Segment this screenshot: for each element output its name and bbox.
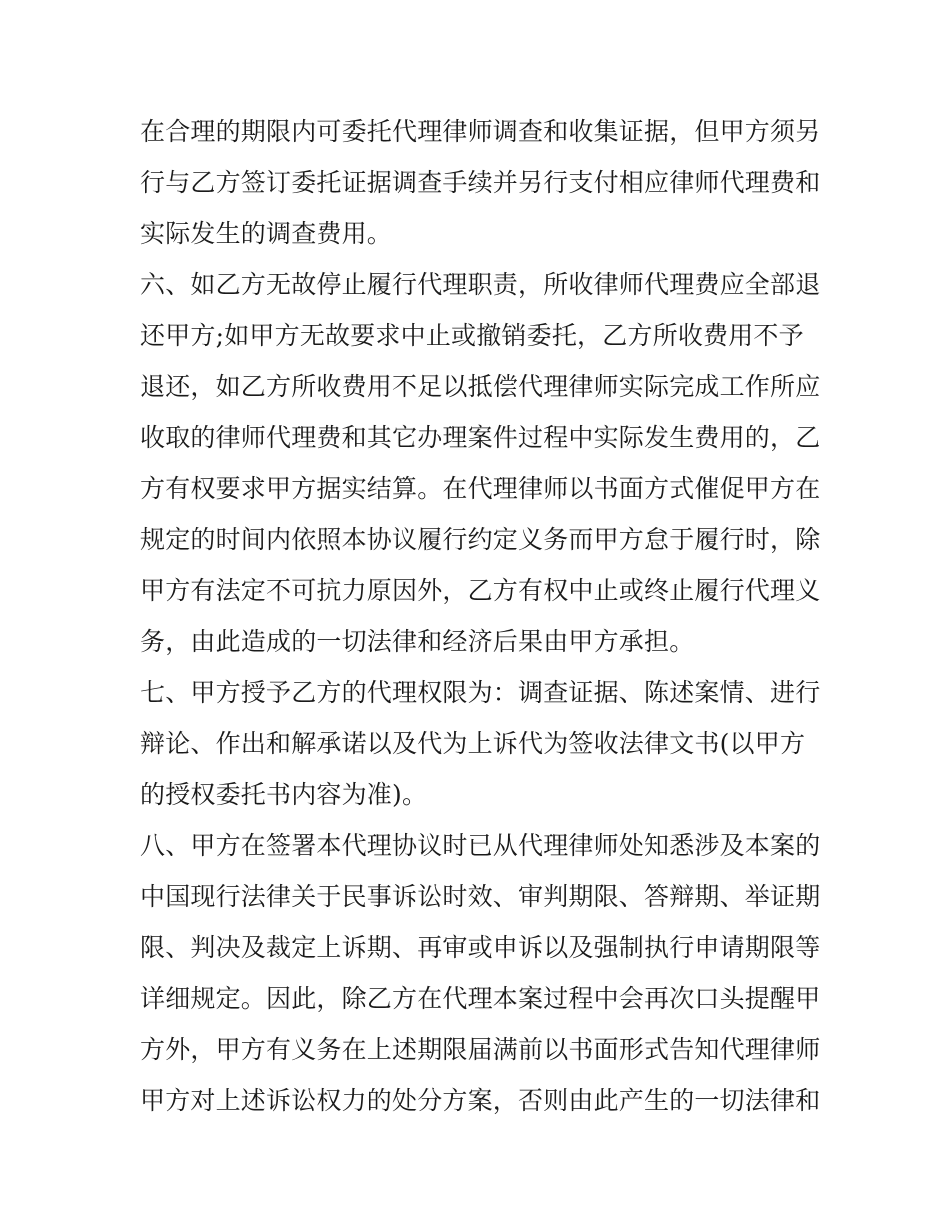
text-line: 七、甲方授予乙方的代理权限为：调查证据、陈述案情、进行 [140, 678, 821, 707]
text-line: 甲方有法定不可抗力原因外，乙方有权中止或终止履行代理义 [140, 576, 821, 605]
text-line: 实际发生的调查费用。 [140, 219, 393, 248]
text-line: 规定的时间内依照本协议履行约定义务而甲方怠于履行时，除 [140, 525, 821, 554]
text-line: 方外，甲方有义务在上述期限届满前以书面形式告知代理律师 [140, 1035, 821, 1064]
text-line: 在合理的期限内可委托代理律师调查和收集证据，但甲方须另 [140, 117, 821, 146]
text-line: 六、如乙方无故停止履行代理职责，所收律师代理费应全部退 [140, 270, 821, 299]
text-line: 方有权要求甲方据实结算。在代理律师以书面方式催促甲方在 [140, 474, 821, 503]
text-line: 八、甲方在签署本代理协议时已从代理律师处知悉涉及本案的 [140, 831, 821, 860]
text-line: 务，由此造成的一切法律和经济后果由甲方承担。 [140, 627, 695, 656]
document-body [140, 106, 830, 1126]
text-line: 详细规定。因此，除乙方在代理本案过程中会再次口头提醒甲 [140, 984, 821, 1013]
text-line: 辩论、作出和解承诺以及代为上诉代为签收法律文书(以甲方 [140, 729, 806, 758]
text-line: 收取的律师代理费和其它办理案件过程中实际发生费用的，乙 [140, 423, 821, 452]
text-line: 退还，如乙方所收费用不足以抵偿代理律师实际完成工作所应 [140, 372, 821, 401]
text-line: 甲方对上述诉讼权力的处分方案，否则由此产生的一切法律和 [140, 1086, 821, 1115]
text-line: 的授权委托书内容为准)。 [140, 780, 428, 809]
text-line: 行与乙方签订委托证据调查手续并另行支付相应律师代理费和 [140, 168, 821, 197]
text-line: 中国现行法律关于民事诉讼时效、审判期限、答辩期、举证期 [140, 882, 821, 911]
text-line: 还甲方;如甲方无故要求中止或撤销委托，乙方所收费用不予 [140, 321, 804, 350]
text-line: 限、判决及裁定上诉期、再审或申诉以及强制执行申请期限等 [140, 933, 821, 962]
